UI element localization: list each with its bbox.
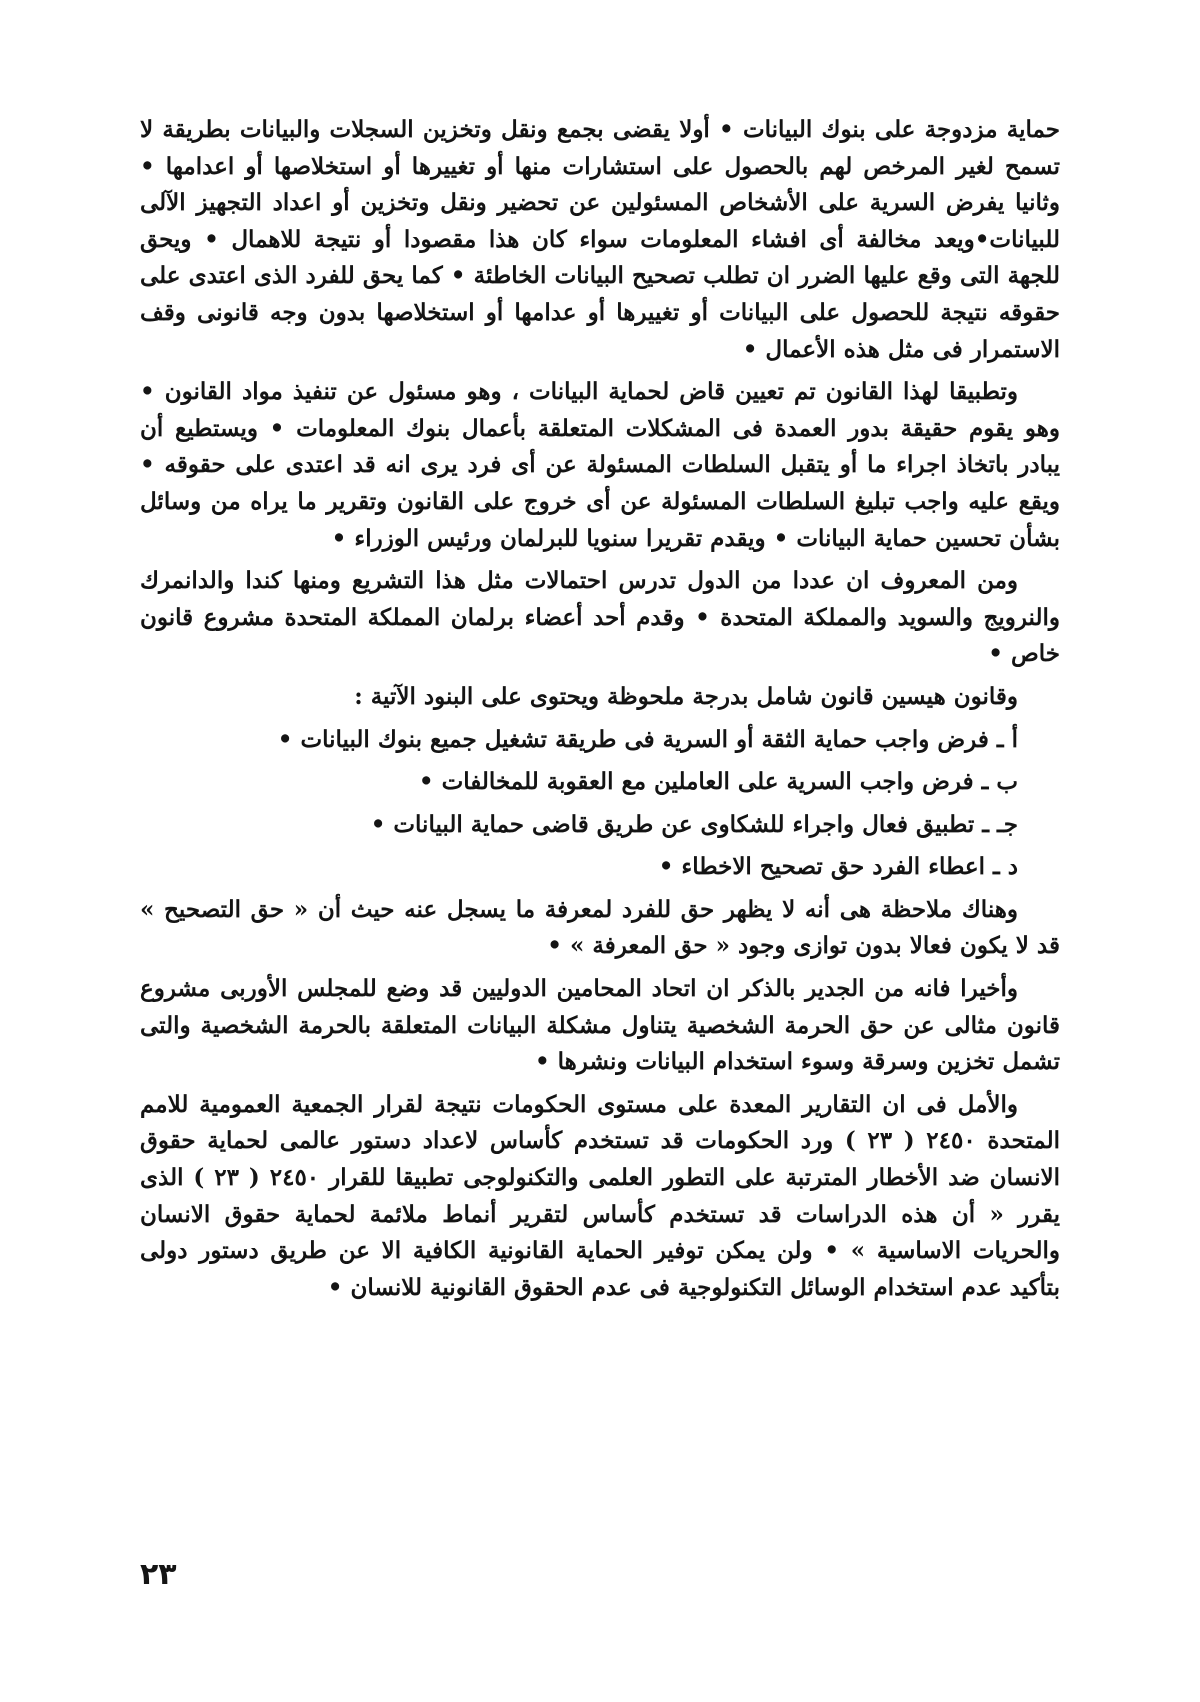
paragraph-data-protection-judge: وتطبيقا لهذا القانون تم تعيين قاض لحماية البيانات ، وهو مسئول عن تنفيذ مواد القانون • وهو يقوم حقيقة بدور العمدة فى المشكلات المتعلقة بأعمال بنوك المعلومات • ويستطيع أن يبادر باتخاذ اجراء ما أو يتقبل السلطات المسئولة عن أى فرد يرى انه قد اعتدى على حقوقه • ويقع عليه واجب تبليغ السلطات المسئولة عن أى خروج على القانون وتقرير ما يراه من وسائل بشأن تحسين حماية البيانات • ويقدم تقريرا سنويا للبرلمان ورئيس الوزراء • — [140, 378, 1060, 552]
paragraph-international-lawyers: وأخيرا فانه من الجدير بالذكر ان اتحاد المحامين الدوليين قد وضع للمجلس الأوربى مشروع قانون مثالى عن حق الحرمة الشخصية يتناول مشكلة البيانات المتعلقة بالحرمة الشخصية والتى تشمل تخزين وسرقة وسوء استخدام البيانات ونشرها • — [140, 975, 1060, 1076]
list-item-b: ب ـ فرض واجب السرية على العاملين مع العقوبة للمخالفات • — [418, 768, 1018, 796]
paragraph-un-resolution: والأمل فى ان التقارير المعدة على مستوى الحكومات نتيجة لقرار الجمعية العمومية للامم المتحدة ٢٤٥٠ ( ٢٣ ) ورد الحكومات قد تستخدم كأساس لاعداد دستور عالمى لحماية حقوق الانسان ضد الأخطار المترتبة على التطور العلمى والتكنولوجى تطبيقا للقرار ٢٤٥٠ ( ٢٣ ) الذى يقرر « أن هذه الدراسات قد تستخدم كأساس لتقرير أنماط ملائمة لحماية حقوق الانسان والحريات الاساسية » • ولن يمكن توفير الحماية القانونية الكافية الا عن طريق دستور دولى بتأكيد عدم استخدام الوسائل التكنولوجية فى عدم الحقوق القانونية للانسان • — [140, 1090, 1061, 1301]
list-item-c: جـ ـ تطبيق فعال واجراء للشكاوى عن طريق قاضى حماية البيانات • — [370, 810, 1018, 838]
body-text — [140, 112, 1060, 1306]
list-item-d: د ـ اعطاء الفرد حق تصحيح الاخطاء • — [658, 853, 1018, 881]
page-number: ٢٣ — [140, 1557, 177, 1592]
document-page — [140, 112, 1060, 1592]
paragraph-data-protection-intro: حماية مزدوجة على بنوك البيانات • أولا يقضى بجمع ونقل وتخزين السجلات والبيانات بطريقة لا تسمح لغير المرخص لهم بالحصول على استشارات منها أو تغييرها أو استخلاصها أو اعدامها • وثانيا يفرض السرية على الأشخاص المسئولين عن تحضير ونقل وتخزين أو اعداد التجهيز الآلى للبيانات•ويعد مخالفة أى افشاء المعلومات سواء كان هذا مقصودا أو نتيجة للاهمال • ويحق للجهة التى وقع عليها الضرر ان تطلب تصحيح البيانات الخاطئة • كما يحق للفرد الذى اعتدى على حقوقه نتيجة للحصول على البيانات أو تغييرها أو عدامها أو استخلاصها بدون وجه قانونى وقف الاستمرار فى مثل هذه الأعمال • — [140, 116, 1061, 363]
paragraph-right-to-know: وهناك ملاحظة هى أنه لا يظهر حق للفرد لمعرفة ما يسجل عنه حيث أن « حق التصحيح » قد لا يكون فعالا بدون توازى وجود « حق المعرفة » • — [140, 895, 1060, 960]
paragraph-hessen-law-intro: وقانون هيسين قانون شامل بدرجة ملحوظة ويحتوى على البنود الآتية : — [354, 682, 1018, 710]
list-item-a: أ ـ فرض واجب حماية الثقة أو السرية فى طريقة تشغيل جميع بنوك البيانات • — [277, 725, 1018, 753]
paragraph-other-countries: ومن المعروف ان عددا من الدول تدرس احتمالات مثل هذا التشريع ومنها كندا والدانمرك والنرويج والسويد والمملكة المتحدة • وقدم أحد أعضاء برلمان المملكة المتحدة مشروع قانون خاص • — [140, 567, 1060, 668]
